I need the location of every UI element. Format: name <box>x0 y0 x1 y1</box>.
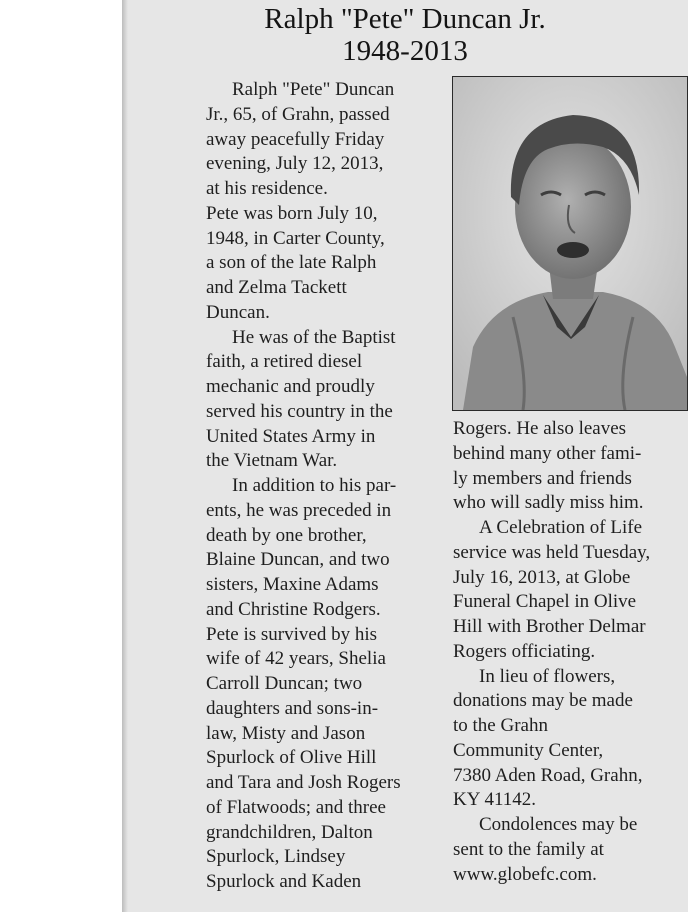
obituary-paragraph <box>206 202 442 326</box>
text-line: Hill with Brother Delmar <box>453 616 646 637</box>
obituary-paragraph <box>453 417 688 516</box>
text-line: In addition to his par- <box>232 475 397 496</box>
obituary-paragraph <box>206 78 442 202</box>
text-line: a son of the late Ralph <box>206 252 377 274</box>
headline-years: 1948-2013 <box>342 35 468 67</box>
text-line: the Vietnam War. <box>206 450 338 472</box>
text-line: mechanic and proudly <box>206 376 375 397</box>
portrait-image <box>453 77 687 410</box>
text-line: behind many other fami- <box>453 442 642 464</box>
text-line: Rogers officiating. <box>453 640 596 662</box>
text-line: He was of the Baptist <box>232 326 396 348</box>
text-line: Spurlock of Olive Hill <box>206 747 377 769</box>
text-line: away peacefully Friday <box>206 128 385 150</box>
text-line: 7380 Aden Road, Grahn, <box>453 764 643 786</box>
text-line: Duncan. <box>206 301 270 323</box>
text-line: Blaine Duncan, and two <box>206 549 390 571</box>
obituary-paragraph <box>206 623 442 895</box>
text-line: and Zelma Tackett <box>206 277 347 298</box>
text-line: Ralph "Pete" Duncan <box>232 79 395 100</box>
text-line: Funeral Chapel in Olive <box>453 591 637 613</box>
text-line: death by one brother, <box>206 524 367 546</box>
text-line: ents, he was preceded in <box>206 499 392 521</box>
text-line: Pete was born July 10, <box>206 202 378 224</box>
text-line: sisters, Maxine Adams <box>206 574 379 595</box>
text-line: daughters and sons-in- <box>206 697 379 719</box>
text-line: Condolences may be <box>479 814 638 835</box>
text-line: www.globefc.com. <box>453 863 597 885</box>
text-line: Carroll Duncan; two <box>206 673 363 694</box>
text-line: Jr., 65, of Grahn, passed <box>206 103 390 125</box>
text-line: and Christine Rodgers. <box>206 598 381 620</box>
text-line: faith, a retired diesel <box>206 351 363 373</box>
portrait-photo <box>452 76 688 411</box>
text-line: Spurlock and Kaden <box>206 871 362 892</box>
text-line: evening, July 12, 2013, <box>206 153 384 175</box>
text-line: Rogers. He also leaves <box>453 418 627 439</box>
text-line: who will sadly miss him. <box>453 492 644 514</box>
obituary-paragraph <box>206 474 442 623</box>
headline-name: Ralph "Pete" Duncan Jr. <box>264 3 546 35</box>
text-line: at his residence. <box>206 178 328 199</box>
obituary-paragraph <box>206 326 442 475</box>
text-line: Community Center, <box>453 739 604 761</box>
text-line: law, Misty and Jason <box>206 722 366 744</box>
text-line: KY 41142. <box>453 789 537 811</box>
text-line: In lieu of flowers, <box>479 665 616 687</box>
obituary-paragraph <box>453 665 688 814</box>
obituary-right-column <box>453 417 688 887</box>
text-line: Pete is survived by his <box>206 623 377 645</box>
obituary-paragraph <box>453 516 688 665</box>
obituary-paragraph <box>453 813 688 887</box>
text-line: of Flatwoods; and three <box>206 796 386 818</box>
text-line: sent to the family at <box>453 838 604 860</box>
obituary-left-column <box>206 78 442 895</box>
text-line: A Celebration of Life <box>479 517 643 538</box>
text-line: United States Army in <box>206 425 376 447</box>
text-line: Spurlock, Lindsey <box>206 846 346 868</box>
text-line: wife of 42 years, Shelia <box>206 648 386 670</box>
text-line: donations may be made <box>453 690 633 712</box>
text-line: 1948, in Carter County, <box>206 227 385 249</box>
text-line: served his country in the <box>206 400 393 422</box>
text-line: to the Grahn <box>453 715 548 736</box>
text-line: ly members and friends <box>453 467 632 489</box>
text-line: grandchildren, Dalton <box>206 821 373 843</box>
text-line: service was held Tuesday, <box>453 541 651 563</box>
text-line: and Tara and Josh Rogers <box>206 772 401 793</box>
text-line: July 16, 2013, at Globe <box>453 566 631 588</box>
